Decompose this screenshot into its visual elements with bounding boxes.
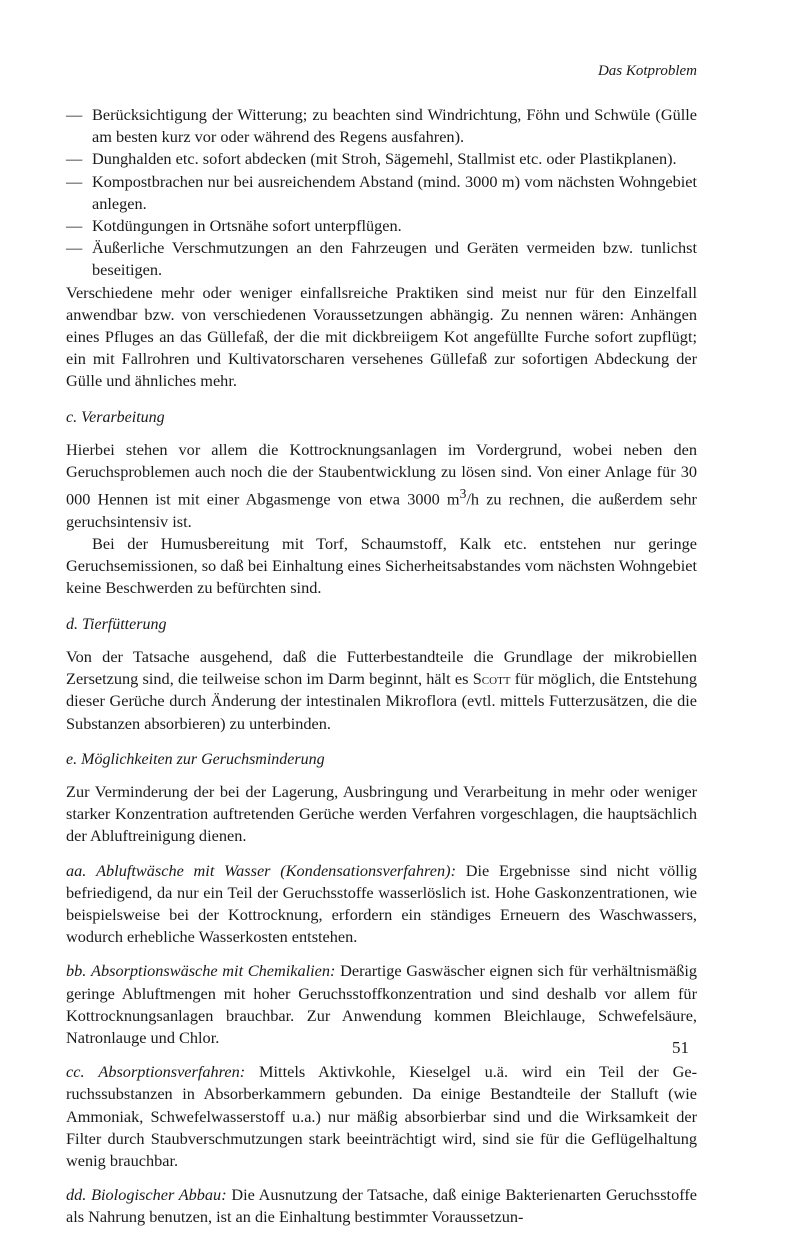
subsection-aa (66, 860, 697, 949)
subsection-text: Die Ausnutzung der Tatsache, daß einige Bakterienarten Geruchsstoffe als Nahrung benutzen, ist an die Einhaltung bestimmter Voraussetzun- (66, 1185, 697, 1227)
superscript: 3 (459, 486, 467, 502)
list-item: — Kotdüngungen in Ortsnähe sofort unterpflügen. (66, 215, 697, 237)
text-run: für möglich, die Entstehung dieser Gerüche durch Änderung der intestinalen Mikroflora (evtl. mittels Futterzusätzen, die die Substanzen absorbieren) zu unterbinden. (66, 669, 698, 733)
page-body (66, 104, 697, 1229)
subsection-bb (66, 960, 697, 1049)
subsection-title: Absorptionswäsche mit Chemikalien: (91, 961, 336, 981)
section-c-paragraph-2: Bei der Humusbereitung mit Torf, Schaumstoff, Kalk etc. entstehen nur geringe Geruchsemissionen, so daß bei Einhaltung eines Sicherheitsabstandes vom nächsten Wohngebiet keine Beschwerden zu befürchten sind. (66, 534, 697, 598)
subsection-text: Mittels Aktivkohle, Kieselgel u.ä. wird ein Teil der Geruchssubstanzen in Absorberkammern gebunden. Da einige Bestandteile der Stalluft (wie Ammoniak, Schwefelwasserstoff u.a.) nur mäßig absorbierbar sind und die Wirksamkeit der Filter durch Staubverschmutzungen stark beeinträchtigt wird, sind sie für die Geflügelhaltung wenig brauchbar. (66, 1062, 697, 1170)
subsection-title: Biologischer Abbau: (91, 1185, 227, 1205)
section-title: Tierfütterung (82, 615, 167, 633)
text-run: Von der Tatsache ausgehend, daß die Futterbestandteile die Grundlage der mikrobiellen Zersetzung sind, die teilweise schon im Darm beginnt, hält es (66, 646, 697, 689)
subsection-dd (66, 1184, 697, 1228)
subsection-label: aa. (66, 860, 87, 880)
subsection-cc (66, 1061, 697, 1172)
list-item: — Äußerliche Verschmutzungen an den Fahrzeugen und Geräten vermeiden bzw. tunlichst beseitigen. (66, 237, 697, 281)
subsection-title: Abluftwäsche mit Wasser (Kondensationsverfahren): (96, 860, 456, 880)
subsection-title: Absorptionsverfahren: (98, 1062, 246, 1082)
list-item: — Kompostbrachen nur bei ausreichendem Abstand (mind. 3000 m) vom nächsten Wohngebiet anlegen. (66, 171, 697, 215)
section-letter: e. (66, 750, 78, 768)
section-title: Verarbeitung (81, 408, 165, 426)
section-heading-d (66, 614, 697, 636)
section-heading-e (66, 749, 697, 771)
section-heading-c (66, 407, 697, 429)
list-item: — Dunghalden etc. sofort abdecken (mit Stroh, Sägemehl, Stallmist etc. oder Plastikplanen). (66, 148, 697, 170)
subsection-text: Die Ergebnisse sind nicht völlig befriedigend, da nur ein Teil der Geruchsstoffe wasserlöslich ist. Hohe Gaskonzentrationen, wie beispielsweise bei der Kottrocknung, erfordern ein ständiges Erneuern des Waschwassers, wodurch erhebliche Wasserkosten entstehen. (66, 860, 697, 947)
page-number: 51 (672, 1038, 689, 1057)
intro-paragraph: Verschiedene mehr oder weniger einfallsreiche Praktiken sind meist nur für den Einzelfall anwendbar bzw. von verschiedenen Voraussetzungen abhängig. Zu nennen wären: Anhängen eines Pfluges an das Güllefaß, der die mit dickbreiigem Kot angefüllte Furche sofort zupflügt; ein mit Fallrohren und Kultivatorscharen versehenes Güllefaß zur sofortigen Abdeckung der Gülle und ähnliches mehr. (66, 282, 697, 391)
running-header: Das Kotproblem (597, 63, 697, 79)
text-run: /h zu rechnen, die außerdem sehr geruchsintensiv ist. (66, 489, 697, 531)
subsection-label: cc. (66, 1062, 85, 1082)
section-title: Möglichkeiten zur Geruchsminderung (81, 750, 325, 768)
subsection-label: bb. (66, 961, 87, 981)
section-e-paragraph-1: Zur Verminderung der bei der Lagerung, Ausbringung und Verarbeitung in mehr oder weniger starker Konzentration auftretenden Gerüche werden Verfahren vorgeschlagen, die hauptsächlich der Abluftreinigung dienen. (66, 781, 697, 846)
list-item: — Berücksichtigung der Witterung; zu beachten sind Windrichtung, Föhn und Schwüle (Gülle am besten kurz vor oder während des Regens ausfahren). (66, 104, 697, 148)
author-name: Scott (472, 669, 511, 689)
subsection-label: dd. (66, 1185, 87, 1205)
subsection-text: Derartige Gaswäscher eignen sich für verhältnismäßig geringe Abluftmengen mit hoher Geruchsstoffkonzentration und sind deshalb vor allem für Kottrocknungsanlagen brauchbar. Zur Anwendung kommen Bleichlauge, Schwefelsäure, Natronlauge und Chlor. (66, 961, 697, 1047)
section-d-paragraph-1 (66, 646, 697, 735)
text-run: Hierbei stehen vor allem die Kottrocknungsanlagen im Vordergrund, wobei neben den Geruchsproblemen auch noch die der Staubentwicklung zu lösen sind. Von einer Anlage für 30 000 Hennen ist mit einer Abgasmenge von etwa 3000 m (66, 439, 697, 509)
section-letter: d. (66, 615, 78, 633)
section-c-paragraph-1 (66, 439, 697, 533)
section-letter: c. (66, 408, 78, 426)
